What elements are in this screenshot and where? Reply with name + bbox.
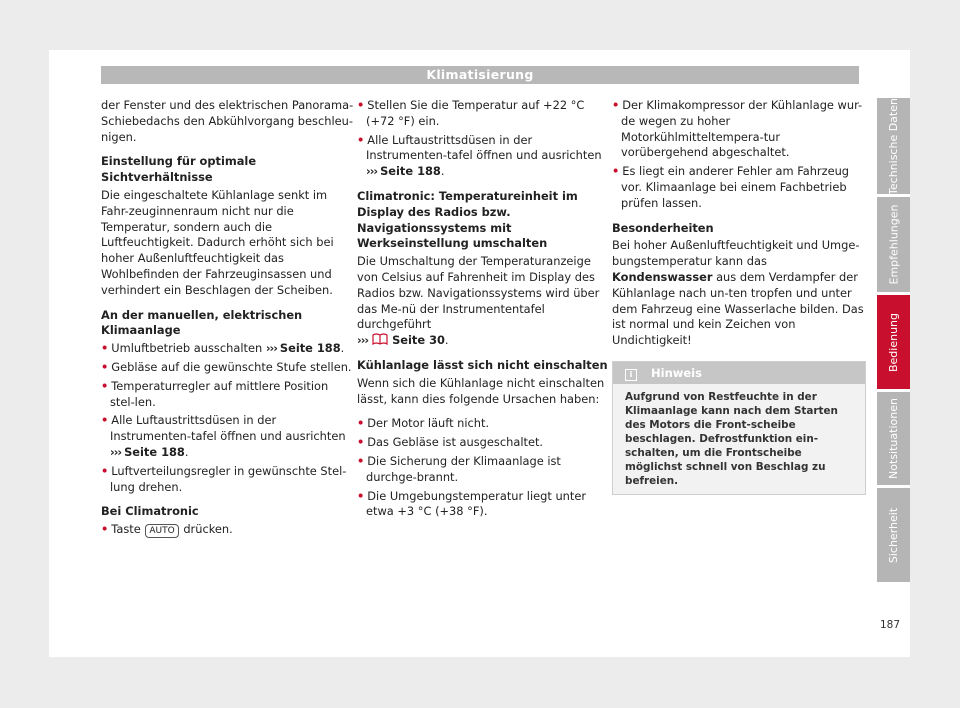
bullet-icon: • bbox=[357, 488, 365, 503]
note-header bbox=[613, 362, 865, 384]
fault-causes-list-continued bbox=[612, 98, 866, 212]
list-item: • Es liegt ein anderer Fehler am Fahrzeug vor. Klimaanlage bei einem Fachbetrieb prüfen lassen. bbox=[612, 164, 850, 210]
bullet-icon: • bbox=[101, 341, 109, 356]
heading-manual-ac: An der manuellen, elektrischen Klimaanlage bbox=[101, 307, 303, 338]
bullet-icon: • bbox=[357, 98, 365, 112]
heading-visibility: Einstellung für optimale Sichtverhältnisse bbox=[101, 154, 257, 185]
page-number: 187 bbox=[880, 619, 901, 631]
list-item: • Alle Luftaustrittsdüsen in der Instrumenten-tafel öffnen und ausrichten ››› Seite 188. bbox=[101, 413, 346, 459]
note-box bbox=[612, 361, 866, 495]
climatronic-steps-list bbox=[357, 98, 611, 180]
fault-causes-list bbox=[357, 416, 611, 520]
manual-ac-list bbox=[101, 341, 355, 495]
visibility-paragraph: Die eingeschaltete Kühlanlage senkt im Fahr-zeuginnenraum nicht nur die Temperatur, sondern auch die Luftfeuchtigkeit. Dadurch erhöht sich bei hoher Außenluftfeuchtigkeit das Wohlbefinden der Fahrzeuginsassen und verhindert ein Beschlagen der Scheiben. bbox=[101, 187, 334, 297]
tab-technische-daten[interactable]: Technische Daten bbox=[877, 98, 910, 194]
heading-temperature-unit: Climatronic: Temperatureinheit im Display des Radios bzw. Navigationssystems mit Werkseinstellung umschalten bbox=[357, 188, 578, 251]
bullet-icon: • bbox=[101, 413, 109, 428]
bullet-icon: • bbox=[357, 435, 365, 450]
list-item: • Die Umgebungstemperatur liegt unter etwa +3 °C (+38 °F). bbox=[357, 488, 587, 519]
page-reference-link[interactable]: Seite 188 bbox=[124, 444, 185, 459]
chapter-header: Klimatisierung bbox=[101, 66, 859, 84]
intro-paragraph: der Fenster und des elektrischen Panorama-Schiebedachs den Abkühlvorgang beschleu-nigen. bbox=[101, 98, 354, 144]
list-item: • Der Klimakompressor der Kühlanlage wur-de wegen zu hoher Motorkühlmitteltempera-tur vorübergehend abgeschaltet. bbox=[612, 98, 863, 160]
arrow-icon: ››› bbox=[110, 444, 122, 459]
list-item: • Der Motor läuft nicht. bbox=[357, 416, 490, 431]
book-icon bbox=[372, 333, 388, 345]
tab-bedienung[interactable]: Bedienung bbox=[877, 295, 910, 389]
bullet-icon: • bbox=[612, 98, 620, 112]
list-item: • Alle Luftaustrittsdüsen in der Instrumenten-tafel öffnen und ausrichten ››› Seite 188. bbox=[357, 132, 602, 179]
list-item: • Die Sicherung der Klimaanlage ist durchge-brannt. bbox=[357, 453, 561, 484]
bullet-icon: • bbox=[357, 132, 365, 147]
tab-empfehlungen[interactable]: Empfehlungen bbox=[877, 197, 910, 292]
note-text: Aufgrund von Restfeuchte in der Klimaanlage kann nach dem Starten des Motors die Front-scheibe beschlagen. Defrostfunktion ein-schalten, um die Frontscheibe möglichst schnell von Beschlag zu befreien. bbox=[625, 390, 838, 487]
list-item: • Umluftbetrieb ausschalten ››› Seite 188. bbox=[101, 341, 345, 356]
temperature-unit-paragraph: Die Umschaltung der Temperaturanzeige von Celsius auf Fahrenheit im Display des Radios bzw. Navigationssystems wird über das Me-nü der Instrumententafel durchgeführt ››› Seite 30. bbox=[357, 254, 600, 348]
list-item: • Temperaturregler auf mittlere Position stel-len. bbox=[101, 378, 329, 409]
bullet-icon: • bbox=[101, 378, 109, 393]
list-item: • Taste AUTO drücken. bbox=[101, 522, 233, 537]
arrow-icon: ››› bbox=[366, 164, 378, 179]
page-reference-link[interactable]: Seite 188 bbox=[380, 164, 441, 179]
bullet-icon: • bbox=[101, 463, 109, 478]
fault-paragraph: Wenn sich die Kühlanlage nicht einschalten lässt, kann dies folgende Ursachen haben: bbox=[357, 375, 605, 406]
note-title: Hinweis bbox=[651, 365, 702, 380]
bullet-icon: • bbox=[101, 359, 109, 374]
list-item: • Gebläse auf die gewünschte Stufe stellen. bbox=[101, 359, 352, 374]
heading-climatronic: Bei Climatronic bbox=[101, 504, 199, 519]
page-reference-link[interactable]: Seite 30 bbox=[392, 333, 445, 348]
heading-fault: Kühlanlage lässt sich nicht einschalten bbox=[357, 357, 608, 372]
climatronic-list bbox=[101, 522, 355, 538]
tab-sicherheit[interactable]: Sicherheit bbox=[877, 488, 910, 582]
bullet-icon: • bbox=[612, 164, 620, 179]
tab-notsituationen[interactable]: Notsituationen bbox=[877, 392, 910, 485]
column-2 bbox=[357, 98, 611, 529]
auto-key-icon: AUTO bbox=[145, 524, 178, 538]
list-item: • Das Gebläse ist ausgeschaltet. bbox=[357, 435, 544, 450]
arrow-icon: ››› bbox=[357, 333, 369, 348]
bullet-icon: • bbox=[357, 453, 365, 468]
heading-special: Besonderheiten bbox=[612, 220, 714, 235]
info-icon: i bbox=[625, 369, 637, 381]
special-paragraph: Bei hoher Außenluftfeuchtigkeit und Umge-bungstemperatur kann das Kondenswasser aus dem Verdampfer der Kühlanlage nach un-ten tropfen und unter dem Fahrzeug eine Wasserlache bilden. Das ist normal und kein Zeichen von Undichtigkeit! bbox=[612, 238, 864, 348]
column-1 bbox=[101, 98, 355, 547]
bullet-icon: • bbox=[101, 522, 109, 537]
bullet-icon: • bbox=[357, 416, 365, 431]
list-item: • Stellen Sie die Temperatur auf +22 °C (+72 °F) ein. bbox=[357, 98, 585, 128]
column-3 bbox=[612, 98, 866, 495]
page-reference-link[interactable]: Seite 188 bbox=[279, 341, 341, 356]
list-item: • Luftverteilungsregler in gewünschte Stel-lung drehen. bbox=[101, 463, 347, 494]
arrow-icon: ››› bbox=[265, 341, 277, 356]
